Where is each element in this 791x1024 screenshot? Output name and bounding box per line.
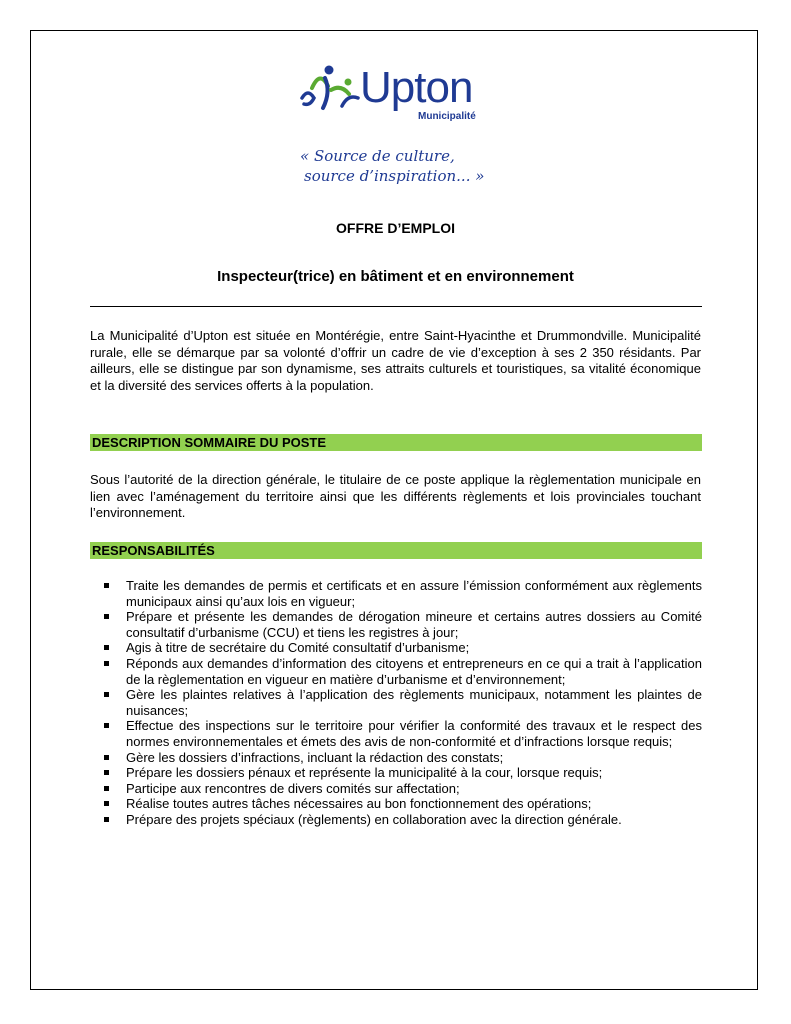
list-item xyxy=(90,609,702,640)
bullet-icon xyxy=(104,692,109,697)
list-item-text: Participe aux rencontres de divers comités sur affectation; xyxy=(126,780,460,796)
logo-brand-text: Upton xyxy=(360,63,473,112)
list-item-text: Prépare des projets spéciaux (règlements) en collaboration avec la direction générale. xyxy=(126,811,622,827)
slogan xyxy=(300,146,500,186)
list-item xyxy=(90,718,702,749)
bullet-icon xyxy=(104,583,109,588)
list-item-text: Gère les dossiers d’infractions, incluant la rédaction des constats; xyxy=(126,749,504,765)
list-item-text: Réponds aux demandes d’information des citoyens et entrepreneurs en ce qui a trait à l’application de la règlementation en vigueur en matière d’urbanisme et d’environnement; xyxy=(126,655,702,687)
job-title: Inspecteur(trice) en bâtiment et en environnement xyxy=(217,268,574,285)
bullet-icon xyxy=(104,614,109,619)
description-paragraph: Sous l’autorité de la direction générale, le titulaire de ce poste applique la règlementation municipale en lien avec l’aménagement du territoire ainsi que les différents règlements et lois provinciales touchant l’environnement. xyxy=(90,472,701,520)
responsibilities-list xyxy=(90,578,702,828)
bullet-icon xyxy=(104,786,109,791)
dancing-figures-icon xyxy=(298,64,364,114)
bullet-icon xyxy=(104,755,109,760)
bullet-icon xyxy=(104,817,109,822)
logo-subtitle: Municipalité xyxy=(418,111,476,122)
list-item xyxy=(90,765,702,781)
slogan-line-1: « Source de culture, xyxy=(300,147,455,165)
list-item-text: Effectue des inspections sur le territoire pour vérifier la conformité des travaux et le respect des normes environnementales et émets des avis de non-conformité et d’infractions lorsque requis; xyxy=(126,718,702,749)
list-item xyxy=(90,750,702,766)
list-item xyxy=(90,796,702,812)
bullet-icon xyxy=(104,770,109,775)
slogan-line-2: source d’inspiration... » xyxy=(304,167,485,185)
upton-logo xyxy=(298,54,498,126)
list-item-text: Réalise toutes autres tâches nécessaires au bon fonctionnement des opérations; xyxy=(126,796,592,812)
list-item-text: Prépare les dossiers pénaux et représente la municipalité à la cour, lorsque requis; xyxy=(126,765,603,781)
list-item-text: Traite les demandes de permis et certificats et en assure l’émission conformément aux règlements municipaux ainsi qu’aux lois en vigueur; xyxy=(126,578,702,609)
document-type-heading: OFFRE D’EMPLOI xyxy=(336,220,455,236)
list-item xyxy=(90,781,702,797)
bullet-icon xyxy=(104,645,109,650)
bullet-icon xyxy=(104,801,109,806)
intro-paragraph: La Municipalité d’Upton est située en Montérégie, entre Saint-Hyacinthe et Drummondville. Municipalité rurale, elle se démarque par sa volonté d’offrir un cadre de vie d’exception à ses 2 350 résidants. Par ailleurs, elle se distingue par son dynamisme, ses attraits culturels et touristiques, sa vitalité économique et la diversité des services offerts à la population. xyxy=(90,328,701,393)
list-item-text: Prépare et présente les demandes de dérogation mineure et certains autres dossiers au Comité consultatif d’urbanisme (CCU) et tiens les registres à jour; xyxy=(126,609,702,640)
list-item xyxy=(90,656,702,687)
list-item xyxy=(90,687,702,718)
bullet-icon xyxy=(104,723,109,728)
bullet-icon xyxy=(104,661,109,666)
section-heading-responsibilities: RESPONSABILITÉS xyxy=(90,542,702,559)
list-item-text: Agis à titre de secrétaire du Comité consultatif d’urbanisme; xyxy=(126,640,470,656)
list-item xyxy=(90,578,702,609)
divider xyxy=(90,306,702,307)
section-heading-description: DESCRIPTION SOMMAIRE DU POSTE xyxy=(90,434,702,451)
list-item xyxy=(90,812,702,828)
list-item-text: Gère les plaintes relatives à l’application des règlements municipaux, notamment les plaintes de nuisances; xyxy=(126,687,702,718)
list-item xyxy=(90,640,702,656)
